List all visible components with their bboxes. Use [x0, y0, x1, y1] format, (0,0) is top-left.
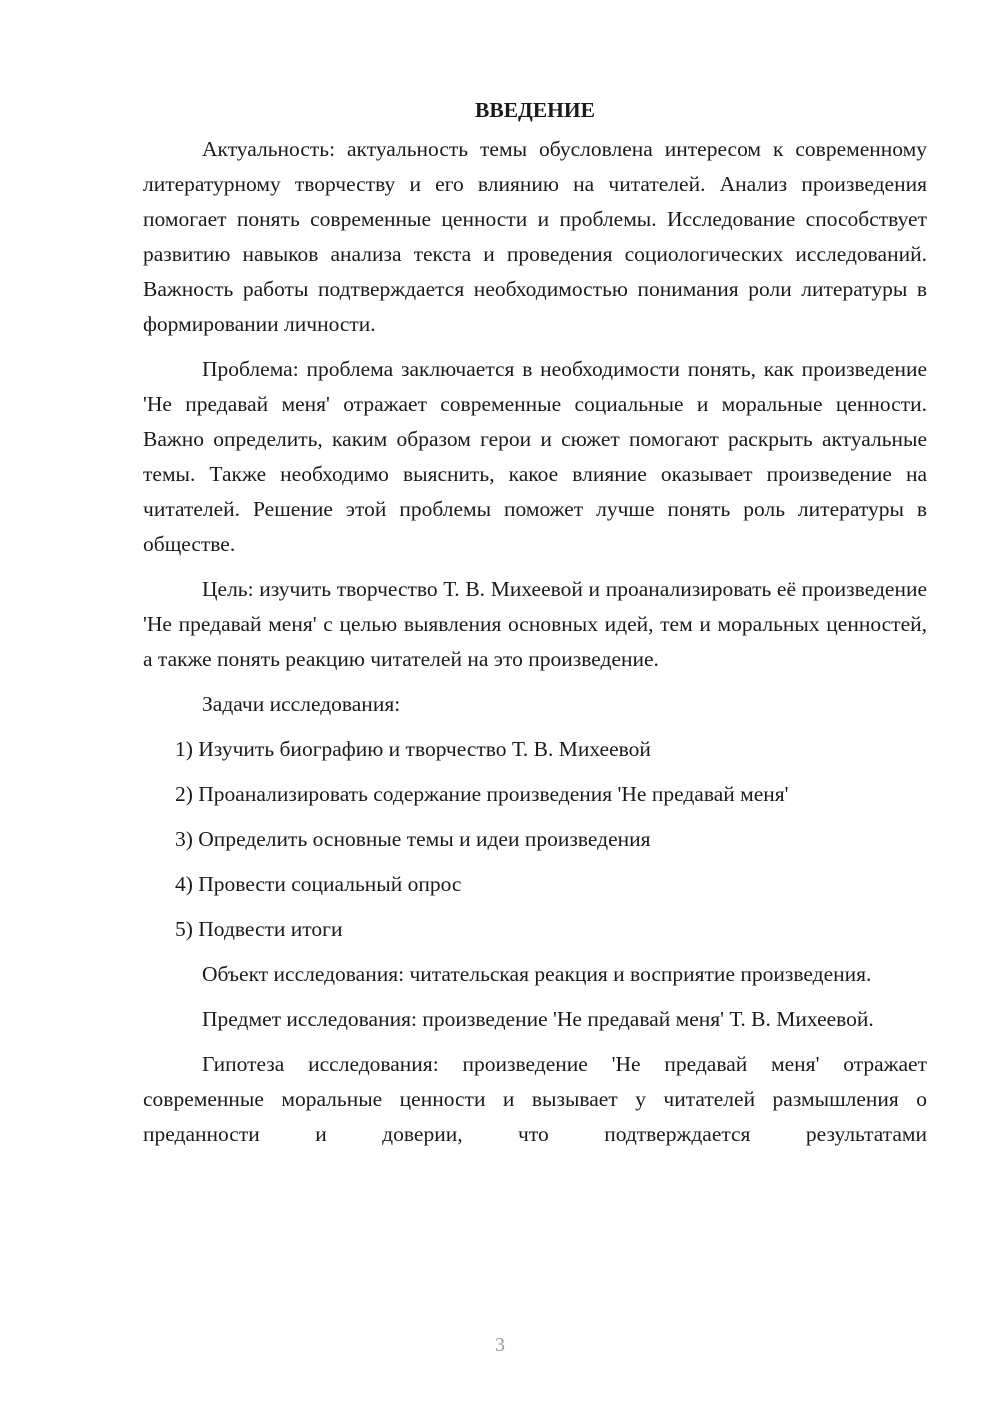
task-item: 2) Проанализировать содержание произведения 'Не предавай меня'	[175, 782, 789, 806]
problem-paragraph: Проблема: проблема заключается в необходимости понять, как произведение 'Не предавай меня' отражает современные социальные и моральные ценности. Важно определить, каким образом герои и сюжет помогают раскрыть актуальные темы. Также необходимо выяснить, какое влияние оказывает произведение на читателей. Решение этой проблемы поможет лучше понять роль литературы в обществе.	[143, 357, 927, 556]
subject-paragraph: Предмет исследования: произведение 'Не предавай меня' Т. В. Михеевой.	[202, 1007, 874, 1031]
hypothesis-paragraph: Гипотеза исследования: произведение 'Не предавай меня' отражает современные моральные ценности и вызывает у читателей размышления о преданности и доверии, что подтверждается результатами	[143, 1052, 927, 1146]
relevance-paragraph: Актуальность: актуальность темы обусловлена интересом к современному литературному творчеству и его влиянию на читателей. Анализ произведения помогает понять современные ценности и проблемы. Исследование способствует развитию навыков анализа текста и проведения социологических исследований. Важность работы подтверждается необходимостью понимания роли литературы в формировании личности.	[143, 137, 927, 336]
page-number: 3	[495, 1334, 505, 1356]
task-item: 3) Определить основные темы и идеи произведения	[175, 827, 651, 851]
object-paragraph: Объект исследования: читательская реакция и восприятие произведения.	[202, 962, 872, 986]
task-item: 1) Изучить биографию и творчество Т. В. Михеевой	[175, 737, 651, 761]
goal-paragraph: Цель: изучить творчество Т. В. Михеевой и проанализировать её произведение 'Не предавай меня' с целью выявления основных идей, тем и моральных ценностей, а также понять реакцию читателей на это произведение.	[143, 577, 927, 671]
page-heading: ВВЕДЕНИЕ	[475, 98, 595, 122]
page-content	[143, 92, 927, 1152]
task-item: 5) Подвести итоги	[175, 917, 343, 941]
task-item: 4) Провести социальный опрос	[175, 872, 462, 896]
tasks-list	[143, 732, 927, 947]
tasks-title: Задачи исследования:	[202, 692, 401, 716]
